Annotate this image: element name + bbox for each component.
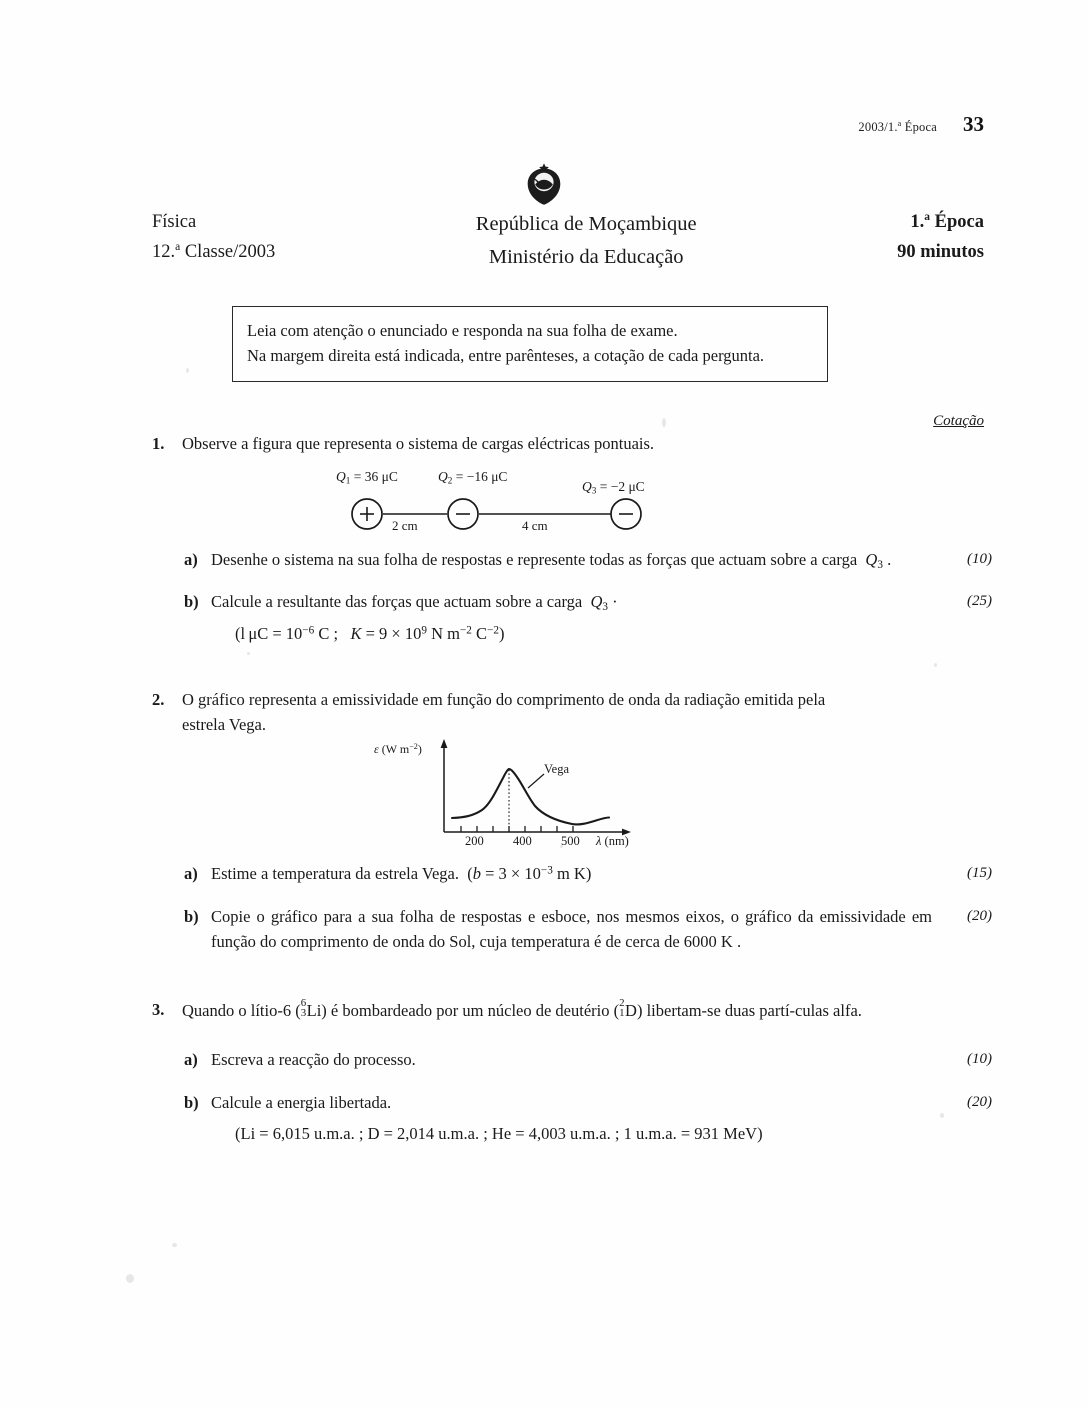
- question-2: [152, 688, 992, 738]
- item-label-2a: a): [184, 864, 198, 883]
- scan-speck: [126, 1274, 134, 1283]
- instructions-box: [232, 306, 828, 382]
- question-1-item-a: [152, 548, 992, 574]
- item-text-1b: Calcule a resultante das forças que actuam sobre a carga Q3 · (l $\mu C = 10^{-6}$ C ; $K = 9 \times 10^9$ N $m^{-2}$ $C^{-2}$): [211, 590, 940, 647]
- marks-column-header: Cotação: [933, 413, 984, 429]
- item-marks-2b: (20): [967, 907, 992, 924]
- instruction-line-1: Leia com atenção o enunciado e responda na sua folha de exame.: [247, 321, 678, 340]
- charge-3-label: Q3 = −2 μC: [582, 479, 645, 496]
- page-number: 33: [963, 112, 984, 136]
- exam-era-label: 2003/1.$^a$ Época: [858, 118, 937, 134]
- x-tick-label-200: 200: [465, 834, 484, 848]
- distance-2-label: 4 cm: [522, 518, 548, 533]
- item-text-3b-main: Calcule a energia libertada.: [211, 1092, 392, 1112]
- session-label: 1.$^a$ Época: [910, 211, 984, 233]
- item-marks-1a: (10): [967, 551, 992, 567]
- item-label-2b: b): [184, 906, 199, 926]
- question-1-item-b: [152, 590, 992, 647]
- class-year-label: 12.$^a$ Classe/2003: [152, 240, 276, 263]
- item-marks-3b: (20): [967, 1093, 992, 1110]
- y-axis-label: ε (W $m^{-2}$): [374, 742, 422, 756]
- masthead: [152, 208, 984, 274]
- question-2-stem-row: [152, 688, 992, 738]
- question-2-item-a: [152, 862, 992, 887]
- question-3: [152, 998, 992, 1024]
- point-charges-diagram: [330, 470, 670, 534]
- subject-label: Física: [152, 212, 197, 232]
- question-1-stem: Observe a figura que representa o sistema de cargas eléctricas pontuais.: [182, 434, 655, 453]
- scan-speck: [186, 368, 189, 373]
- item-text-1a: Desenhe o sistema na sua folha de respostas e represente todas as forças que actuam sobre a carga Q3 .: [211, 550, 892, 572]
- question-1-number: 1.: [152, 434, 165, 453]
- vega-curve-annotation: Vega: [544, 762, 569, 776]
- question-3-number: 3.: [152, 1000, 165, 1019]
- vega-emissivity-chart: [372, 736, 640, 848]
- scan-speck: [247, 652, 250, 655]
- masthead-left: [152, 208, 275, 268]
- item-label-1b: b): [184, 591, 199, 611]
- item-label-3a: a): [184, 1050, 198, 1069]
- scan-speck: [662, 418, 666, 427]
- item-text-2b: Copie o gráfico para a sua folha de respostas e esboce, nos mesmos eixos, o gráfico da emissividade em função do comprimento de onda do Sol, cuja temperatura é de cerca de 6000 K .: [211, 906, 932, 951]
- x-tick-label-500: 500: [561, 834, 580, 848]
- charge-2-label: Q2 = −16 μC: [438, 469, 508, 486]
- item-text-3b: [211, 1091, 940, 1147]
- question-2-items: [152, 862, 992, 954]
- item-text-2a: Estime a temperatura da estrela Vega. ($b = 3 \times 10^{-3}$ m K): [211, 864, 592, 883]
- masthead-right: [897, 208, 984, 268]
- question-1: [152, 432, 992, 457]
- ministry-label: Ministério da Educação: [488, 246, 684, 269]
- question-1-items: [152, 548, 992, 647]
- question-3-item-b: [152, 1091, 992, 1147]
- item-label-3b: b): [184, 1092, 199, 1112]
- x-tick-label-400: 400: [513, 834, 532, 848]
- item-text-3a: Escreva a reacção do processo.: [211, 1050, 416, 1069]
- item-label-1a: a): [184, 550, 198, 569]
- question-1-stem-row: [152, 432, 992, 457]
- item-constants-3b: (Li = 6,015 u.m.a. ; D = 2,014 u.m.a. ; He = 4,003 u.m.a. ; 1 u.m.a. = 931 MeV): [235, 1123, 763, 1143]
- question-3-stem: Quando o lítio-6 ( 6 3 Li) é bombardeado por um núcleo de deutério ( 2 1 D) libertam-se duas partí-culas alfa.: [182, 997, 862, 1021]
- charge-1-label: Q1 = 36 μC: [336, 469, 398, 486]
- coat-of-arms-icon: [0, 162, 1088, 206]
- question-3-items: [152, 1048, 992, 1146]
- item-marks-1b: (25): [967, 592, 992, 609]
- republic-label: República de Moçambique: [475, 213, 697, 235]
- item-marks-3a: (10): [967, 1051, 992, 1067]
- item-marks-2a: (15): [967, 865, 992, 881]
- scan-speck: [172, 1243, 177, 1247]
- question-2-stem: O gráfico representa a emissividade em função do comprimento de onda da radiação emitida pela estrela Vega.: [182, 690, 826, 734]
- page-header: [858, 112, 984, 137]
- question-2-number: 2.: [152, 690, 165, 709]
- question-2-item-b: [152, 905, 992, 955]
- question-3-stem-row: [152, 998, 992, 1024]
- question-3-item-a: [152, 1048, 992, 1073]
- scan-speck: [934, 663, 937, 667]
- instruction-line-2: Na margem direita está indicada, entre parênteses, a cotação de cada pergunta.: [247, 346, 765, 366]
- duration-label: 90 minutos: [897, 242, 984, 263]
- distance-1-label: 2 cm: [392, 518, 418, 533]
- x-axis-label: λ (nm): [596, 834, 629, 848]
- item-formula-1b: (l $\mu C = 10^{-6}$ C ; $K = 9 \times 10^9$ N $m^{-2}$ $C^{-2}$): [235, 623, 505, 643]
- masthead-center: [275, 208, 897, 274]
